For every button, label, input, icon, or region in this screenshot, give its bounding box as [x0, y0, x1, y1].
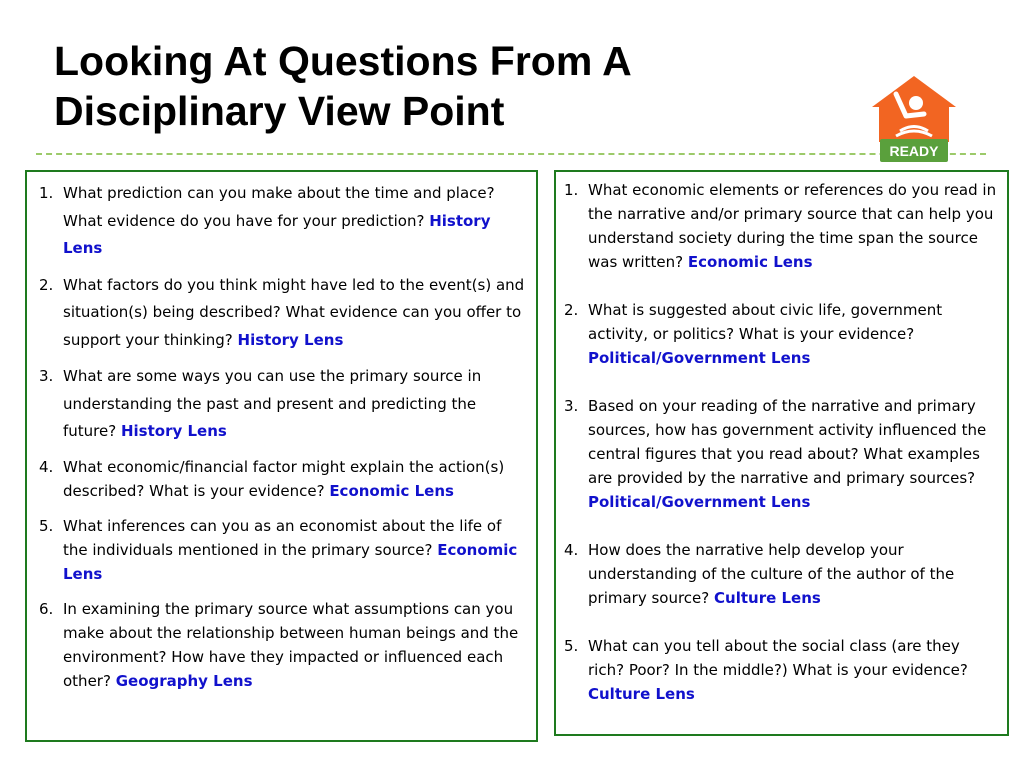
- question-number: 4.: [39, 457, 54, 476]
- question-text: What prediction can you make about the time and place? What evidence do you have for your prediction?: [63, 184, 495, 230]
- question-number: 3.: [39, 367, 54, 385]
- question-text: How does the narrative help develop your understanding of the culture of the author of the primary source?: [588, 541, 955, 607]
- question-number: 6.: [39, 599, 54, 618]
- lens-label: Culture Lens: [588, 685, 695, 703]
- question-item: [39, 597, 530, 693]
- lens-label: History Lens: [237, 330, 344, 349]
- question-number: 5.: [564, 637, 579, 655]
- question-text: What economic elements or references do you read in the narrative and/or primary source that can help you understand society during the time span the source was written?: [588, 181, 997, 271]
- title-line-1: Looking At Questions From A: [54, 38, 632, 84]
- question-item: [564, 298, 999, 370]
- question-item: [564, 394, 999, 514]
- question-text: What economic/financial factor might explain the action(s) described? What is your evidence?: [63, 457, 505, 500]
- question-number: 4.: [564, 541, 579, 559]
- lens-label: Economic Lens: [63, 540, 518, 583]
- question-item: [39, 514, 530, 586]
- question-number: 3.: [564, 397, 579, 415]
- lens-label: Economic Lens: [329, 481, 454, 500]
- question-text: In examining the primary source what assumptions can you make about the relationship between human beings and the environment? How have they impacted or influenced each other?: [63, 599, 519, 690]
- lens-label: Culture Lens: [714, 589, 821, 607]
- logo-text: READY: [889, 143, 939, 159]
- lens-label: History Lens: [63, 211, 491, 257]
- lens-label: Political/Government Lens: [588, 493, 811, 511]
- ready-logo: [872, 76, 956, 162]
- lens-label: History Lens: [120, 422, 227, 440]
- question-item: [564, 634, 999, 706]
- question-item: [39, 272, 530, 355]
- question-item: [39, 180, 530, 263]
- question-text: What factors do you think might have led to the event(s) and situation(s) being described? What evidence can you offer to support your thinking?: [63, 275, 525, 349]
- question-text: What is suggested about civic life, government activity, or politics? What is your evidence?: [588, 301, 943, 343]
- question-item: [564, 178, 999, 274]
- question-number: 1.: [39, 184, 54, 202]
- question-item: [39, 455, 530, 503]
- question-number: 5.: [39, 516, 54, 535]
- question-number: 2.: [564, 301, 579, 319]
- question-item: [564, 538, 999, 610]
- title-line-2: Disciplinary View Point: [54, 88, 505, 134]
- lens-label: Geography Lens: [115, 671, 253, 690]
- question-item: [39, 363, 530, 446]
- right-questions-panel: [554, 170, 1009, 736]
- question-text: What are some ways you can use the primary source in understanding the past and present and predicting the future?: [63, 367, 482, 440]
- question-text: What can you tell about the social class (are they rich? Poor? In the middle?) What is your evidence?: [588, 637, 968, 679]
- left-questions-panel: [25, 170, 538, 742]
- lens-label: Economic Lens: [687, 253, 813, 271]
- slide-title: [54, 36, 814, 136]
- question-number: 1.: [564, 181, 579, 199]
- question-text: What inferences can you as an economist about the life of the individuals mentioned in the primary source?: [63, 516, 502, 559]
- question-number: 2.: [39, 275, 54, 294]
- dashed-divider: [36, 153, 986, 155]
- lens-label: Political/Government Lens: [588, 349, 811, 367]
- question-text: Based on your reading of the narrative and primary sources, how has government activity influenced the central figures that you read about? What examples are provided by the narrative and primary sources?: [588, 397, 987, 487]
